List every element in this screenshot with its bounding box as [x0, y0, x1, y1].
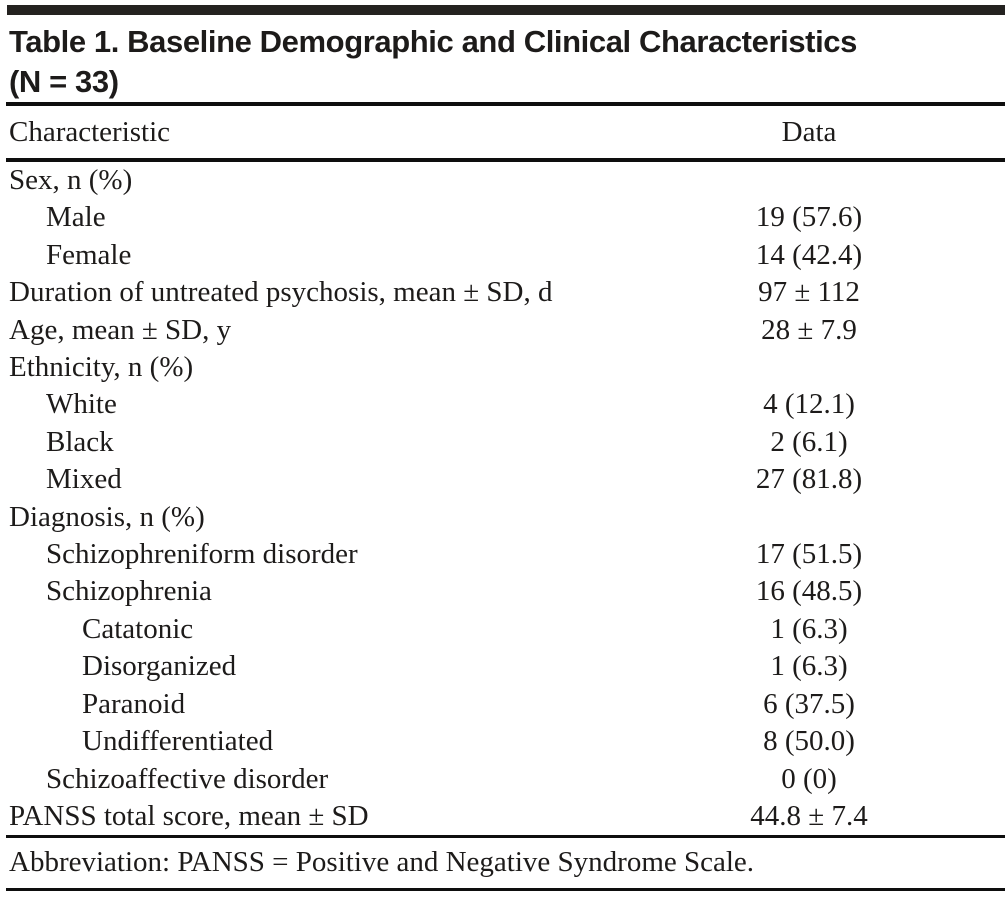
- row-value: [613, 162, 1005, 199]
- row-value: 19 (57.6): [755, 201, 863, 234]
- table-footnote: Abbreviation: PANSS = Positive and Negative Syndrome Scale.: [9, 846, 755, 879]
- table-row: [0, 162, 1005, 199]
- table-header-row: [0, 106, 1005, 158]
- row-value: 0 (0): [781, 762, 837, 795]
- table-row: [0, 424, 1005, 461]
- table-row: [0, 648, 1005, 685]
- table-row: [0, 761, 1005, 798]
- table-row: [0, 199, 1005, 236]
- row-value: 4 (12.1): [763, 388, 855, 421]
- table-row: [0, 349, 1005, 386]
- table-row: [0, 461, 1005, 498]
- row-value: 2 (6.1): [770, 425, 848, 458]
- row-label: Paranoid: [82, 687, 186, 720]
- characteristics-table: [0, 162, 1005, 835]
- row-label: PANSS total score, mean ± SD: [9, 799, 369, 832]
- row-label: Diagnosis, n (%): [9, 500, 205, 533]
- column-header-characteristic: Characteristic: [9, 116, 171, 148]
- row-value: 97 ± 112: [758, 276, 860, 309]
- table-row: [0, 611, 1005, 648]
- row-label: Duration of untreated psychosis, mean ± SD, d: [9, 276, 553, 309]
- row-value: 14 (42.4): [755, 238, 863, 271]
- row-label: Schizophrenia: [46, 575, 212, 608]
- row-value: 27 (81.8): [755, 463, 863, 496]
- row-label: Schizophreniform disorder: [46, 538, 358, 571]
- characteristics-table-body: [0, 162, 1005, 835]
- row-label: Undifferentiated: [82, 725, 274, 758]
- table-top-bar: [7, 5, 1005, 15]
- row-label: Sex, n (%): [9, 164, 133, 196]
- table-row: [0, 312, 1005, 349]
- table-row: [0, 536, 1005, 573]
- row-label: Black: [46, 425, 114, 458]
- column-header-data: Data: [781, 116, 837, 148]
- row-label: Catatonic: [82, 612, 194, 645]
- table-row: [0, 723, 1005, 760]
- row-value: 28 ± 7.9: [761, 313, 857, 346]
- row-label: Mixed: [46, 463, 122, 496]
- row-value: 44.8 ± 7.4: [750, 799, 868, 832]
- row-value: 6 (37.5): [763, 687, 855, 720]
- table-row: [0, 798, 1005, 835]
- row-value: 8 (50.0): [763, 725, 855, 758]
- row-label: Schizoaffective disorder: [46, 762, 329, 795]
- table-title: [9, 22, 995, 102]
- table-title-line2: (N = 33): [9, 64, 119, 99]
- table-row: [0, 686, 1005, 723]
- row-value: [613, 349, 1005, 386]
- row-value: [613, 499, 1005, 536]
- paper-table-page: [0, 5, 1005, 901]
- table-row: [0, 237, 1005, 274]
- rule-bottom: [6, 888, 1005, 891]
- table-row: [0, 274, 1005, 311]
- table-title-line1: Table 1. Baseline Demographic and Clinical Characteristics: [9, 24, 857, 59]
- row-label: Female: [46, 238, 132, 271]
- row-value: 16 (48.5): [755, 575, 863, 608]
- row-label: Ethnicity, n (%): [9, 351, 194, 384]
- table-row: [0, 386, 1005, 423]
- table-row: [0, 499, 1005, 536]
- row-label: White: [46, 388, 117, 421]
- row-value: 1 (6.3): [770, 650, 848, 683]
- row-value: 1 (6.3): [770, 612, 848, 645]
- row-value: 17 (51.5): [755, 538, 863, 571]
- row-label: Age, mean ± SD, y: [9, 313, 232, 346]
- row-label: Male: [46, 201, 106, 234]
- row-label: Disorganized: [82, 650, 237, 683]
- table-row: [0, 573, 1005, 610]
